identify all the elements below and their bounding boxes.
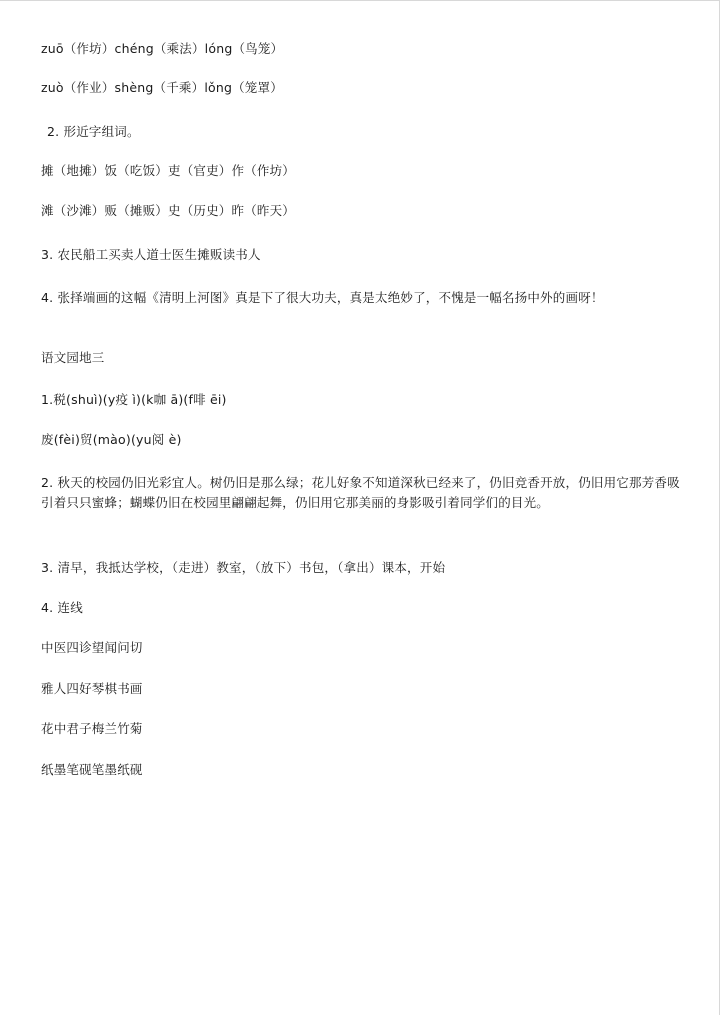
- similar-chars-line-1: 摊（地摊）饭（吃饭）吏（官吏）作（作坊）: [41, 163, 296, 178]
- pinyin-answer-1: 1.税(shuì)(y疫 ì)(k咖 ā)(f啡 ēi): [41, 392, 227, 407]
- matching-item-4: 纸墨笔砚笔墨纸砚: [41, 762, 143, 777]
- matching-item-1: 中医四诊望闻问切: [41, 640, 143, 655]
- answer-2-campus-paragraph: 2. 秋天的校园仍旧光彩宜人。树仍旧是那么绿；花儿好象不知道深秋已经来了，仍旧竞香开放，仍旧用它那芳香吸引着只只蜜蜂；蝴蝶仍旧在校园里翩翩起舞，仍旧用它那美丽的身影吸引着同学们的目光。: [41, 475, 680, 510]
- matching-item-3: 花中君子梅兰竹菊: [41, 721, 143, 736]
- pinyin-answer-2: 废(fèi)贸(mào)(yu阅 è): [41, 432, 182, 447]
- answer-4-matching-heading: 4. 连线: [41, 600, 83, 615]
- answer-3-morning: 3. 清早，我抵达学校，（走进）教室，（放下）书包，（拿出）课本，开始: [41, 560, 446, 575]
- similar-chars-line-2: 滩（沙滩）贩（摊贩）史（历史）昨（昨天）: [41, 203, 296, 218]
- section-heading-similar-chars: 2. 形近字组词。: [47, 124, 140, 139]
- pinyin-line-1: zuō（作坊）chéng（乘法）lóng（鸟笼）: [41, 41, 284, 56]
- answer-3-occupations: 3. 农民船工买卖人道士医生摊贩读书人: [41, 247, 261, 262]
- pinyin-line-2: zuò（作业）shèng（千乘）lǒng（笼罩）: [41, 80, 283, 95]
- section-title-yuwen-yuandi-3: 语文园地三: [41, 350, 105, 365]
- matching-item-2: 雅人四好琴棋书画: [41, 681, 143, 696]
- answer-4-painting: 4. 张择端画的这幅《清明上河图》真是下了很大功夫，真是太绝妙了，不愧是一幅名扬中外的画呀！: [41, 290, 604, 305]
